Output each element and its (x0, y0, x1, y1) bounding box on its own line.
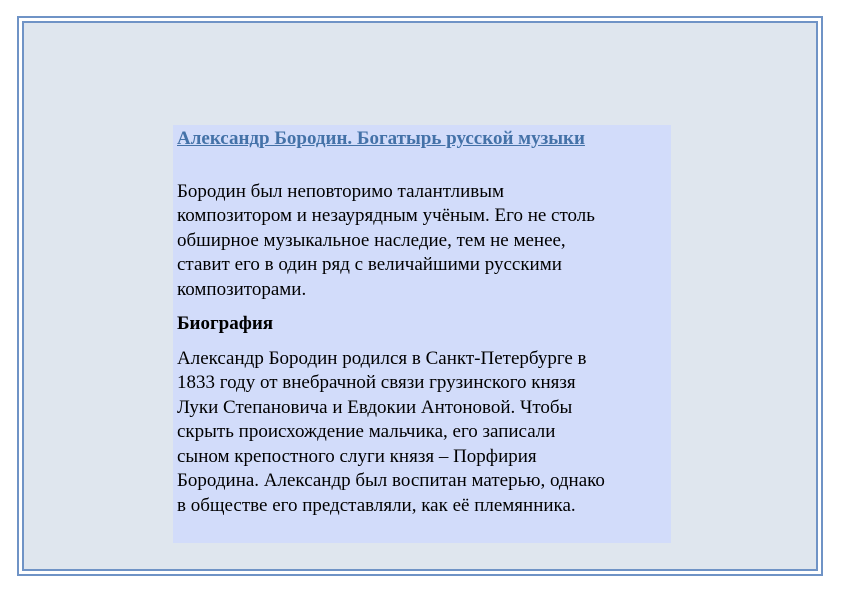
bio-line: Александр Бородин родился в Санкт-Петербурге в (177, 347, 587, 369)
biography-paragraph (177, 347, 677, 519)
bio-line: Бородина. Александр был воспитан матерью, однако (177, 470, 605, 491)
intro-line: ставит его в один ряд с величайшими русскими (177, 254, 562, 275)
intro-line: Бородин был неповторимо талантливым (177, 180, 504, 202)
section-heading: Биография (177, 313, 274, 334)
intro-line: композитором и незаурядным учёным. Его не столь (177, 205, 595, 226)
document-title[interactable]: Александр Бородин. Богатырь русской музыки (177, 128, 585, 149)
intro-paragraph (177, 180, 677, 303)
intro-line: обширное музыкальное наследие, тем не менее, (177, 229, 566, 251)
document-content (177, 127, 677, 518)
bio-line: скрыть происхождение мальчика, его записали (177, 421, 556, 442)
bio-line: сыном крепостного слуги князя – Порфирия (177, 445, 537, 467)
bio-line: 1833 году от внебрачной связи грузинского князя (177, 372, 576, 393)
intro-line: композиторами. (177, 278, 307, 300)
bio-line: в обществе его представляли, как её племянника. (177, 494, 576, 516)
bio-line: Луки Степановича и Евдокии Антоновой. Чтобы (177, 396, 573, 418)
